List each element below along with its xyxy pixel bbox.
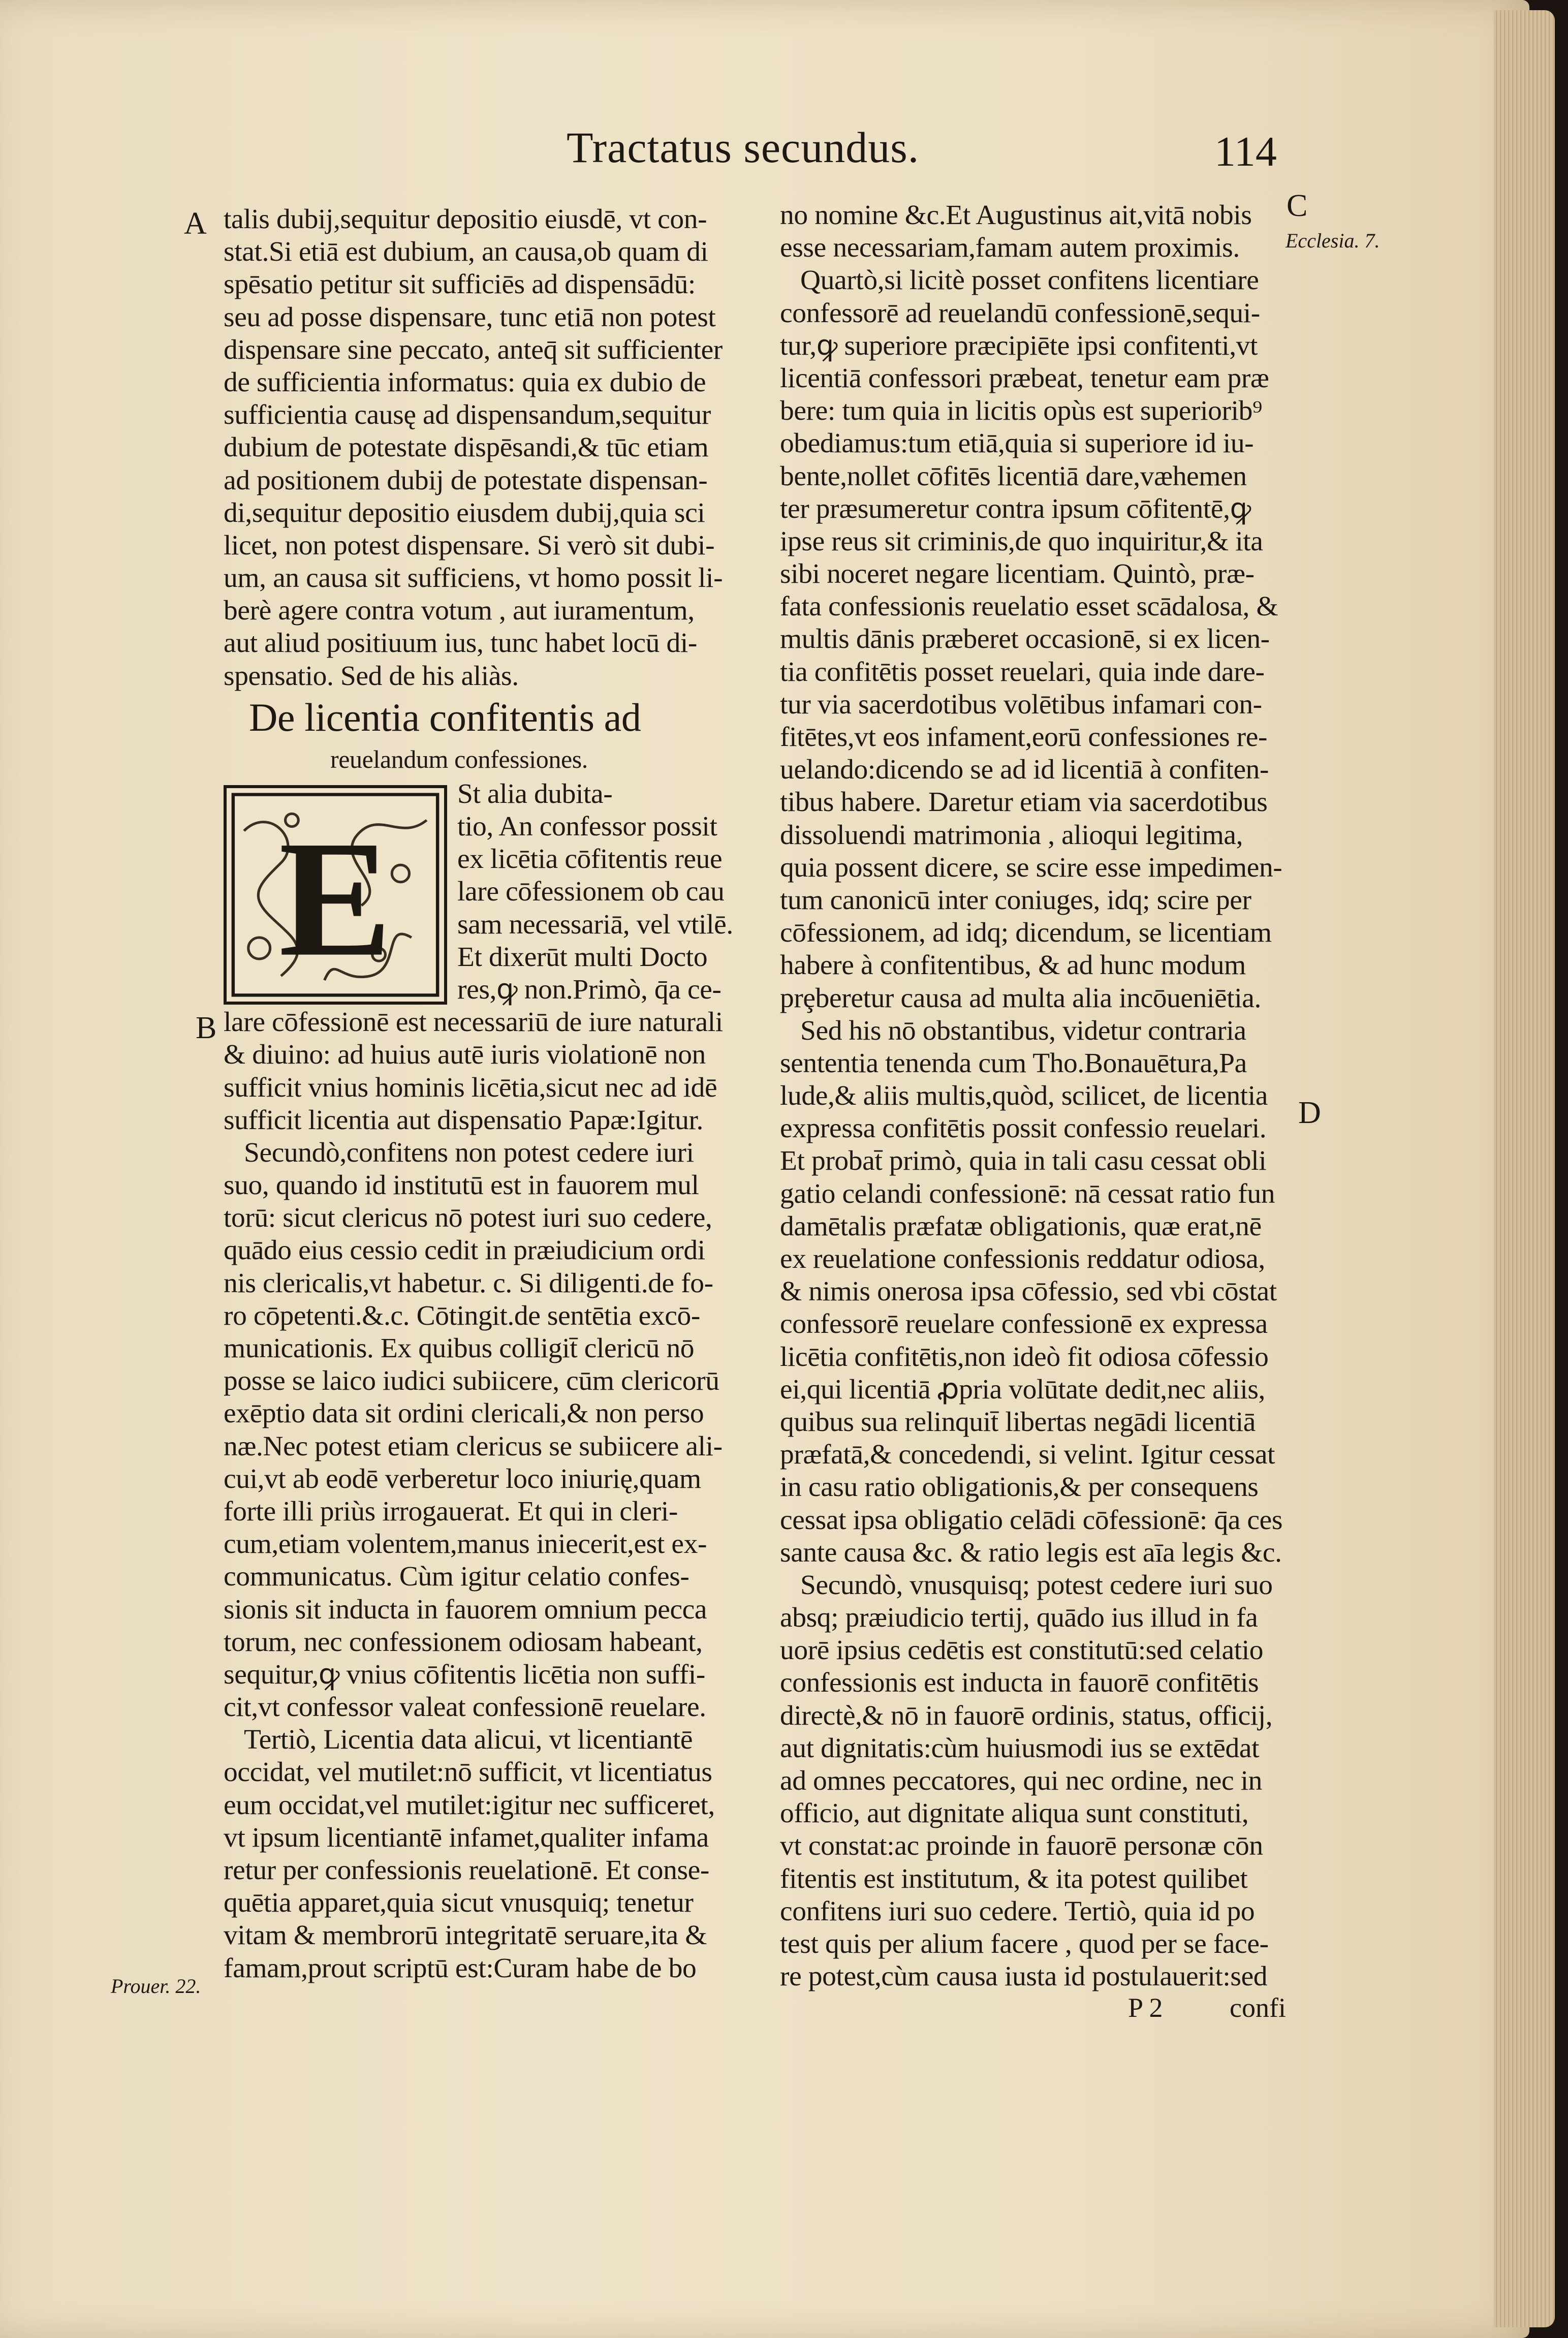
text-line: quia possent dicere, se scire esse impedimen- xyxy=(780,852,1282,883)
text-line: communicatus. Cùm igitur celatio confes- xyxy=(224,1561,689,1593)
text-line: cit,vt confessor valeat confessionē reuelare. xyxy=(224,1692,706,1723)
running-head: Tractatus secundus. xyxy=(567,123,920,172)
text-line: sententia tenenda cum Tho.Bonauētura,Pa xyxy=(780,1047,1247,1079)
text-line: fitētes,vt eos infament,eorū confessiones re- xyxy=(780,722,1268,753)
text-line: test quis per alium facere , quod per se face- xyxy=(780,1928,1269,1959)
margin-letter-d: D xyxy=(1298,1096,1321,1130)
text-line: stat.Si etiā est dubium, an causa,ob quam di xyxy=(224,236,708,268)
text-line: Secundò, vnusquisq; potest cedere iuri suo xyxy=(800,1569,1273,1601)
text-line: res,ꝙ non.Primò, q̄a ce- xyxy=(457,974,722,1005)
text-line: re potest,cùm causa iusta id postulauerit:sed xyxy=(780,1961,1268,1992)
text-line: ro cōpetenti.&.c. Cōtingit.de sentētia excō- xyxy=(224,1300,700,1331)
text-line: dissoluendi matrimonia , alioqui legitima, xyxy=(780,819,1243,851)
text-line: tum canonicū inter coniuges, idq; scire per xyxy=(780,884,1251,916)
text-line: licētia confitētis,non ideò fit odiosa cōfessio xyxy=(780,1341,1269,1373)
text-line: absq; præiudicio tertij, quādo ius illud in fa xyxy=(780,1602,1258,1634)
margin-letter-a: A xyxy=(184,206,207,241)
text-line: municationis. Ex quibus colligit̄ clericū nō xyxy=(224,1333,695,1364)
text-line: retur per confessionis reuelationē. Et conse- xyxy=(224,1855,709,1886)
text-line: officio, aut dignitate aliqua sunt constituti, xyxy=(780,1798,1249,1829)
text-line: dispensare sine peccato, anteq̄ sit sufficienter xyxy=(224,334,723,365)
text-line: nis clericalis,vt habetur. c. Si diligenti.de fo- xyxy=(224,1267,713,1299)
text-line: aut dignitatis:cùm huiusmodi ius se extēdat xyxy=(780,1732,1260,1764)
section-subheading: reuelandum confessiones. xyxy=(330,744,588,773)
text-line: famam,prout scriptū est:Curam habe de bo xyxy=(224,1952,697,1984)
margin-letter-c: C xyxy=(1287,189,1308,223)
text-line: tur,ꝙ superiore præcipiēte ipsi confitenti,vt xyxy=(780,330,1258,361)
text-line: cui,vt ab eodē verberetur loco iniurię,quam xyxy=(224,1463,701,1494)
text-line: berè agere contra votum , aut iuramentum, xyxy=(224,595,695,627)
text-line: vt constat:ac proinde in fauorē personæ cōn xyxy=(780,1830,1263,1862)
text-line: Quartò,si licitè posset confitens licentiare xyxy=(800,265,1259,296)
text-line: ex licētia cōfitentis reue xyxy=(457,844,723,875)
text-line: sufficit vnius hominis licētia,sicut nec ad idē xyxy=(224,1072,717,1103)
svg-text:E: E xyxy=(278,806,392,991)
text-line: cōfessionem, ad idq; dicendum, se licentiam xyxy=(780,917,1272,949)
text-line: torū: sicut clericus nō potest iuri suo cedere, xyxy=(224,1202,712,1234)
text-line: de sufficientia informatus: quia ex dubio de xyxy=(224,366,706,398)
text-line: Sed his nō obstantibus, videtur contraria xyxy=(800,1015,1246,1046)
text-line: esse necessariam,famam autem proximis. xyxy=(780,232,1240,264)
text-line: forte illi priùs irrogauerat. Et qui in cleri- xyxy=(224,1495,678,1527)
text-line: quibus sua relinquit̄ libertas negādi licentiā xyxy=(780,1406,1256,1438)
text-line: tia confitētis posset reuelari, quia inde dare- xyxy=(780,656,1265,688)
text-line: Et probat̄ primò, quia in tali casu cessat obli xyxy=(780,1145,1267,1177)
text-line: confessorē reuelare confessionē ex expressa xyxy=(780,1308,1268,1340)
text-line: no nomine &c.Et Augustinus ait,vitā nobis xyxy=(780,200,1252,231)
catchword: confi xyxy=(1230,1992,1286,2023)
text-line: licet, non potest dispensare. Si verò sit dubi- xyxy=(224,529,715,561)
text-line: sufficientia causę ad dispensandum,sequitur xyxy=(224,399,711,431)
text-line: St alia dubita- xyxy=(457,778,613,809)
text-line: di,sequitur depositio eiusdem dubij,quia sci xyxy=(224,497,705,528)
text-line: gatio celandi confessionē: nā cessat ratio fun xyxy=(780,1178,1275,1209)
text-line: multis dānis præberet occasionē, si ex licen- xyxy=(780,624,1270,655)
text-line: vitam & membrorū integritatē seruare,ita & xyxy=(224,1920,707,1951)
text-line: suo, quando id institutū est in fauorem mul xyxy=(224,1170,699,1201)
text-line: Tertiò, Licentia data alicui, vt licentiantē xyxy=(244,1724,693,1756)
text-line: cessat ipsa obligatio celādi cōfessionē: q̄a ces xyxy=(780,1504,1283,1536)
margin-letter-b: B xyxy=(196,1011,217,1045)
text-line: aut aliud positiuum ius, tunc habet locū di- xyxy=(224,628,697,659)
section-heading: De licentia confitentis ad xyxy=(249,695,641,739)
text-line: talis dubij,sequitur depositio eiusdē, vt con- xyxy=(224,204,707,235)
text-line: ex reuelatione confessionis reddatur odiosa, xyxy=(780,1243,1265,1274)
text-line: torum, nec confessionem odiosam habeant, xyxy=(224,1626,703,1658)
text-line: Secundò,confitens non potest cedere iuri xyxy=(244,1137,694,1168)
text-line: ei,qui licentiā ꝓpria volūtate dedit,nec aliis, xyxy=(780,1374,1266,1405)
text-line: præfatā,& concedendi, si velint. Igitur cessat xyxy=(780,1439,1275,1471)
text-line: spensatio. Sed de his aliàs. xyxy=(224,660,519,692)
text-line: tio, An confessor possit xyxy=(457,811,717,842)
text-line: licentiā confessori præbeat, tenetur eam præ xyxy=(780,362,1269,394)
text-line: uelando:dicendo se ad id licentiā à confiten- xyxy=(780,754,1269,786)
text-line: bente,nollet cōfitēs licentiā dare,væhemen xyxy=(780,460,1247,492)
text-line: lare cōfessionē est necessariū de iure naturali xyxy=(224,1007,723,1038)
text-line: exēptio data sit ordini clericali,& non perso xyxy=(224,1398,704,1429)
page-edges xyxy=(1494,10,1555,2327)
text-line: sibi noceret negare licentiam. Quintò, præ- xyxy=(780,558,1255,590)
text-line: tur via sacerdotibus volētibus infamari con- xyxy=(780,689,1262,720)
text-line: sante causa &c. & ratio legis est aīa legis &c. xyxy=(780,1537,1282,1568)
text-line: vt ipsum licentiantē infamet,qualiter infama xyxy=(224,1822,709,1853)
folio-number: 114 xyxy=(1214,128,1277,175)
text-line: lude,& aliis multis,quòd, scilicet, de licentia xyxy=(780,1080,1268,1112)
text-line: tibus habere. Daretur etiam via sacerdotibus xyxy=(780,787,1268,818)
text-line: bere: tum quia in licitis opùs est superiorib⁹ xyxy=(780,395,1262,427)
text-line: Et dixerūt multi Docto xyxy=(457,941,708,973)
text-line: posse se laico iudici subiicere, cūm clericorū xyxy=(224,1365,719,1397)
signature-mark: P 2 xyxy=(1128,1992,1163,2023)
text-line: cum,etiam volentem,manus iniecerit,est ex- xyxy=(224,1529,707,1560)
text-line: in casu ratio obligationis,& per consequens xyxy=(780,1472,1259,1503)
left-column xyxy=(224,203,762,1985)
text-line: obediamus:tum etiā,quia si superiore id iu- xyxy=(780,428,1254,459)
text-line: sufficit licentia aut dispensatio Papæ:Igitur. xyxy=(224,1104,703,1136)
text-line: dubium de potestate dispēsandi,& tūc etiam xyxy=(224,432,709,463)
text-line: seu ad posse dispensare, tunc etiā non potest xyxy=(224,301,716,333)
text-line: & nimis onerosa ipsa cōfessio, sed vbi cōstat xyxy=(780,1276,1277,1307)
text-line: prȩberetur causa ad multa alia incōueniētia. xyxy=(780,982,1262,1014)
text-line: habere à confitentibus, & ad hunc modum xyxy=(780,950,1246,981)
text-line: spēsatio petitur sit sufficiēs ad dispensādū: xyxy=(224,269,696,300)
text-line: ad positionem dubij de potestate dispensan- xyxy=(224,464,708,496)
text-line: quētia apparet,quia sicut vnusquiq; tenetur xyxy=(224,1887,694,1919)
text-line: confessorē ad reuelandū confessionē,sequi- xyxy=(780,297,1260,329)
text-line: & diuino: ad huius autē iuris violationē non xyxy=(224,1039,706,1071)
text-line: occidat, vel mutilet:nō sufficit, vt licentiatus xyxy=(224,1757,712,1788)
text-line: fata confessionis reuelatio esset scādalosa, & xyxy=(780,591,1278,622)
text-line: sam necessariā, vel vtilē. xyxy=(457,909,733,940)
text-line: ter præsumeretur contra ipsum cōfitentē,ꝙ xyxy=(780,493,1251,524)
text-line: sequitur,ꝙ vnius cōfitentis licētia non suffi- xyxy=(224,1659,705,1690)
text-line: lare cōfessionem ob cau xyxy=(457,876,725,908)
text-line: eum occidat,vel mutilet:igitur nec sufficeret, xyxy=(224,1789,715,1821)
text-line: uorē ipsius cedētis est constitutū:sed celatio xyxy=(780,1635,1264,1666)
text-line: sionis sit inducta in fauorem omnium pecca xyxy=(224,1594,707,1625)
text-line: damētalis præfatæ obligationis, quæ erat,nē xyxy=(780,1210,1262,1242)
text-line: fitentis est institutum, & ita potest quilibet xyxy=(780,1863,1248,1894)
right-column xyxy=(780,199,1298,1993)
text-line: directè,& nō in fauorē ordinis, status, officij, xyxy=(780,1700,1273,1731)
margin-note-ecclesia: Ecclesia. 7. xyxy=(1285,229,1380,252)
text-line: confitens iuri suo cedere. Tertiò, quia id po xyxy=(780,1895,1255,1927)
text-line: expressa confitētis possit confessio reuelari. xyxy=(780,1113,1267,1144)
text-line: ad omnes peccatores, qui nec ordine, nec in xyxy=(780,1765,1263,1796)
text-line: næ.Nec potest etiam clericus se subiicere ali- xyxy=(224,1430,723,1462)
margin-note-prouerbia: Prouer. 22. xyxy=(111,1975,201,1998)
text-line: confessionis est inducta in fauorē confitētis xyxy=(780,1667,1259,1699)
text-line: ipse reus sit criminis,de quo inquiritur,& ita xyxy=(780,525,1263,557)
text-line: um, an causa sit sufficiens, vt homo possit li- xyxy=(224,563,723,594)
text-line: quādo eius cessio cedit in præiudicium ordi xyxy=(224,1235,705,1266)
